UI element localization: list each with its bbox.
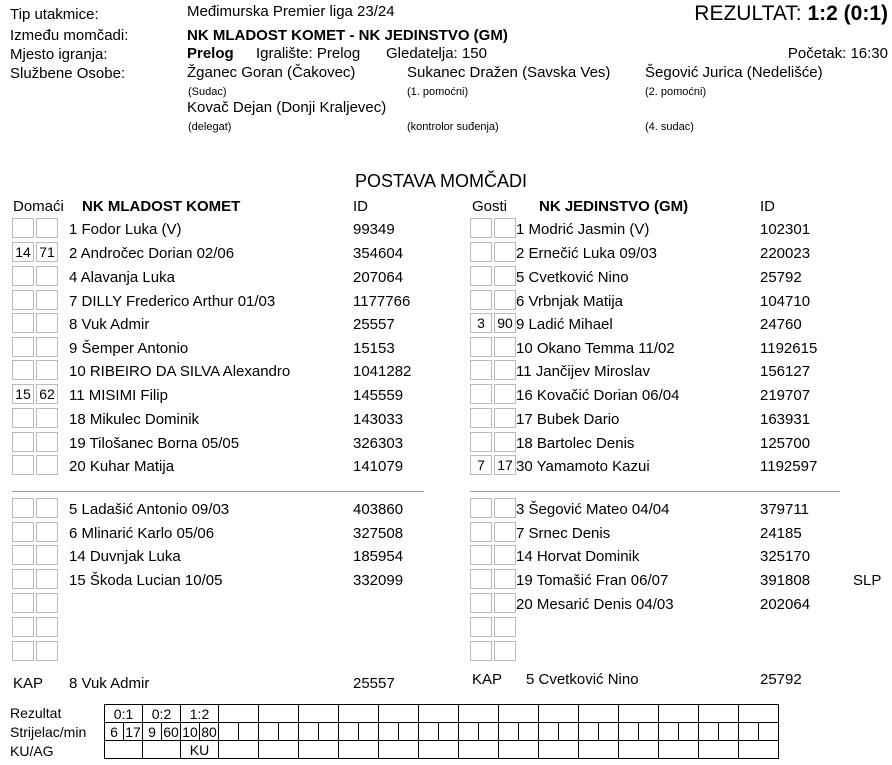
away-player-id: 202064: [760, 596, 811, 613]
home-player-id: 185954: [353, 548, 404, 565]
home-player-id: 141079: [353, 458, 404, 475]
official-name: Kovač Dejan (Donji Kraljevec): [187, 99, 387, 116]
away-minute-box: [470, 290, 492, 310]
scorer-cell: [579, 723, 599, 741]
grid-label-rezultat: Rezultat: [10, 705, 62, 721]
away-player-name: 10 Okano Temma 11/02: [516, 340, 675, 357]
home-player-name: 7 DILLY Frederico Arthur 01/03: [69, 293, 276, 310]
scorer-cell: 80: [201, 723, 217, 740]
kuag-cell: [579, 741, 619, 759]
away-team-name: NK JEDINSTVO (GM): [539, 198, 689, 215]
kuag-cell: [499, 741, 539, 759]
kuag-cell: [419, 741, 459, 759]
home-player-id: 327508: [353, 525, 404, 542]
home-player-id: 354604: [353, 245, 404, 262]
home-minute-box: 62: [36, 384, 58, 404]
result-cell: [659, 705, 699, 723]
away-minute-box: [470, 242, 492, 262]
grid-label-kuag: KU/AG: [10, 743, 54, 759]
kuag-cell: [143, 741, 181, 759]
scorer-cell: [699, 723, 719, 741]
scorer-cell: [259, 723, 279, 741]
away-minute-box: [494, 569, 516, 589]
scorer-cell: [599, 723, 619, 741]
home-minute-box: [36, 313, 58, 333]
home-minute-box: 14: [12, 242, 34, 262]
home-player-name: 9 Šemper Antonio: [69, 340, 189, 357]
kuag-cell: [699, 741, 739, 759]
kuag-cell: [259, 741, 299, 759]
result-cell: [699, 705, 739, 723]
kuag-cell: [219, 741, 259, 759]
away-minute-box: [494, 498, 516, 518]
away-minute-box: [470, 617, 492, 637]
away-minute-box: [470, 384, 492, 404]
match-teams: NK MLADOST KOMET - NK JEDINSTVO (GM): [187, 27, 508, 44]
away-player-id: 125700: [760, 435, 811, 452]
scorer-cell: [559, 723, 579, 741]
spectators: Gledatelja: 150: [386, 45, 487, 62]
result-cell: [459, 705, 499, 723]
scorer-cell: 60: [163, 723, 179, 740]
home-minute-box: [12, 455, 34, 475]
scorer-cell: [659, 723, 679, 741]
away-player-id: 1192597: [760, 458, 818, 475]
away-player-name: 19 Tomašić Fran 06/07: [516, 572, 669, 589]
home-minute-box: [12, 266, 34, 286]
igraliste: Igralište: Prelog: [256, 45, 361, 62]
away-divider: [470, 491, 840, 492]
away-player-id: 24185: [760, 525, 802, 542]
away-minute-box: [470, 545, 492, 565]
home-player-id: 145559: [353, 387, 404, 404]
away-player-name: 30 Yamamoto Kazui: [516, 458, 650, 475]
away-player-id: 102301: [760, 221, 811, 238]
home-player-id: 25557: [353, 316, 395, 333]
away-minute-box: [494, 266, 516, 286]
away-minute-box: 3: [470, 313, 492, 333]
home-player-name: 14 Duvnjak Luka: [69, 548, 181, 565]
home-id-label: ID: [353, 198, 368, 215]
scorer-cell: [479, 723, 499, 741]
scorer-cell: [439, 723, 459, 741]
home-minute-box: [36, 569, 58, 589]
away-minute-box: [470, 522, 492, 542]
away-player-name: 2 Ernečić Luka 09/03: [516, 245, 657, 262]
away-player-id: 1192615: [760, 340, 818, 357]
away-player-name: 18 Bartolec Denis: [516, 435, 635, 452]
home-player-name: 19 Tilošanec Borna 05/05: [69, 435, 240, 452]
home-minute-box: [36, 432, 58, 452]
home-divider: [12, 491, 424, 492]
home-player-id: 207064: [353, 269, 404, 286]
home-minute-box: [36, 218, 58, 238]
home-player-name: 20 Kuhar Matija: [69, 458, 175, 475]
away-minute-box: [494, 641, 516, 661]
home-player-name: 5 Ladašić Antonio 09/03: [69, 501, 230, 518]
away-minute-box: [470, 360, 492, 380]
home-minute-box: [36, 641, 58, 661]
away-minute-box: [494, 290, 516, 310]
away-minute-box: [494, 242, 516, 262]
home-minute-box: [36, 617, 58, 637]
scorer-cell: [719, 723, 739, 741]
official-name: Šegović Jurica (Nedelišće): [645, 64, 823, 81]
scorer-cell: [539, 723, 559, 741]
official-role: (delegat): [188, 121, 232, 133]
result-cell: 1:2: [181, 705, 219, 723]
away-minute-box: [470, 337, 492, 357]
away-player-name: 5 Cvetković Nino: [516, 269, 629, 286]
home-minute-box: [36, 522, 58, 542]
home-minute-box: [12, 545, 34, 565]
away-minute-box: [470, 266, 492, 286]
venue: Prelog: [187, 45, 234, 62]
away-minute-box: [494, 617, 516, 637]
scorer-cell: [759, 723, 779, 741]
sluzbene-label: Službene Osobe:: [10, 65, 126, 82]
home-player-name: 2 Andročec Dorian 02/06: [69, 245, 235, 262]
away-minute-box: [470, 569, 492, 589]
grid-label-strijelac: Strijelac/min: [10, 724, 87, 740]
scorer-cell: [519, 723, 539, 741]
home-side-label: Domaći: [13, 198, 64, 215]
home-player-name: 1 Fodor Luka (V): [69, 221, 182, 238]
home-player-id: 332099: [353, 572, 404, 589]
away-minute-box: [494, 337, 516, 357]
home-player-name: 11 MISIMI Filip: [69, 387, 168, 404]
home-player-name: 4 Alavanja Luka: [69, 269, 175, 286]
away-player-id: 325170: [760, 548, 811, 565]
scorer-cell: [399, 723, 419, 741]
away-minute-box: [494, 545, 516, 565]
home-minute-box: [36, 498, 58, 518]
result-cell: [579, 705, 619, 723]
result-cell: 0:1: [105, 705, 143, 723]
mjesto-label: Mjesto igranja:: [10, 46, 108, 63]
home-player-id: 1177766: [353, 293, 411, 310]
away-player-name: 9 Ladić Mihael: [516, 316, 613, 333]
home-minute-box: [36, 337, 58, 357]
away-player-id: 220023: [760, 245, 811, 262]
home-minute-box: [12, 522, 34, 542]
away-side-label: Gosti: [472, 198, 508, 215]
away-minute-box: [470, 593, 492, 613]
away-minute-box: 7: [470, 455, 492, 475]
kuag-cell: [339, 741, 379, 759]
scorer-cell: [319, 723, 339, 741]
competition-name: Međimurska Premier liga 23/24: [187, 3, 395, 20]
away-player-name: 17 Bubek Dario: [516, 411, 620, 428]
kuag-cell: [379, 741, 419, 759]
away-minute-box: [494, 384, 516, 404]
away-minute-box: [494, 593, 516, 613]
home-team-name: NK MLADOST KOMET: [82, 198, 241, 215]
away-minute-box: [470, 432, 492, 452]
home-minute-box: [36, 455, 58, 475]
away-minute-box: [470, 408, 492, 428]
away-player-name: 1 Modrić Jasmin (V): [516, 221, 650, 238]
scorer-cell: [219, 723, 239, 741]
home-minute-box: [36, 266, 58, 286]
home-player-name: 18 Mikulec Dominik: [69, 411, 200, 428]
kuag-cell: [299, 741, 339, 759]
away-minute-box: 17: [494, 455, 516, 475]
result-cell: [619, 705, 659, 723]
kuag-cell: [105, 741, 143, 759]
away-captain-id: 25792: [760, 671, 802, 688]
home-minute-box: [12, 498, 34, 518]
result-cell: [499, 705, 539, 723]
result-cell: [259, 705, 299, 723]
scorer-cell: 17: [125, 723, 141, 740]
home-minute-box: [12, 432, 34, 452]
scorer-cell: [299, 723, 319, 741]
home-player-id: 143033: [353, 411, 404, 428]
result-cell: [339, 705, 379, 723]
official-role: (1. pomoćni): [407, 86, 469, 98]
result: [694, 3, 888, 24]
izmedju-label: Između momčadi:: [10, 27, 129, 44]
home-player-id: 15153: [353, 340, 395, 357]
home-player-name: 15 Škoda Lucian 10/05: [69, 572, 223, 589]
score-grid: [104, 704, 779, 759]
kuag-cell: [739, 741, 779, 759]
away-minute-box: [470, 498, 492, 518]
scorer-cell: [379, 723, 399, 741]
away-player-id: 104710: [760, 293, 811, 310]
scorer-cell: [499, 723, 519, 741]
home-minute-box: [12, 313, 34, 333]
result-value: 1:2 (0:1): [807, 2, 888, 25]
scorer-cell: [279, 723, 299, 741]
home-player-name: 8 Vuk Admir: [69, 316, 150, 333]
away-minute-box: [470, 218, 492, 238]
away-minute-box: 90: [494, 313, 516, 333]
away-player-name: 16 Kovačić Dorian 06/04: [516, 387, 680, 404]
official-name: Sukanec Dražen (Savska Ves): [407, 64, 611, 81]
home-minute-box: 15: [12, 384, 34, 404]
away-minute-box: [494, 408, 516, 428]
result-cell: [379, 705, 419, 723]
scorer-cell: [339, 723, 359, 741]
scorer-cell: 6: [105, 723, 124, 741]
home-minute-box: [12, 641, 34, 661]
home-player-id: 99349: [353, 221, 395, 238]
kuag-cell: [619, 741, 659, 759]
home-player-id: 1041282: [353, 363, 412, 380]
kuag-cell: [459, 741, 499, 759]
section-title: POSTAVA MOMČADI: [355, 171, 528, 191]
result-cell: [739, 705, 779, 723]
home-minute-box: 71: [36, 242, 58, 262]
tip-label: Tip utakmice:: [10, 6, 99, 23]
result-cell: 0:2: [143, 705, 181, 723]
official-role: (2. pomoćni): [645, 86, 707, 98]
away-player-id: 219707: [760, 387, 811, 404]
result-cell: [419, 705, 459, 723]
home-player-name: 10 RIBEIRO DA SILVA Alexandro: [69, 363, 291, 380]
scorer-cell: [619, 723, 639, 741]
home-player-name: 6 Mlinarić Karlo 05/06: [69, 525, 215, 542]
away-player-name: 14 Horvat Dominik: [516, 548, 640, 565]
away-minute-box: [494, 522, 516, 542]
scorer-cell: [459, 723, 479, 741]
away-player-id: 25792: [760, 269, 802, 286]
home-minute-box: [36, 545, 58, 565]
scorer-cell: 9: [143, 723, 162, 741]
home-minute-box: [12, 408, 34, 428]
scorer-cell: 10: [182, 723, 198, 740]
home-minute-box: [12, 218, 34, 238]
scorer-cell: [679, 723, 699, 741]
home-minute-box: [12, 290, 34, 310]
away-player-name: 6 Vrbnjak Matija: [516, 293, 623, 310]
away-kap-label: KAP: [472, 671, 503, 688]
official-name: Žganec Goran (Čakovec): [187, 64, 356, 81]
home-minute-box: [12, 569, 34, 589]
home-minute-box: [36, 593, 58, 613]
kuag-cell: KU: [181, 741, 219, 759]
away-player-id: 156127: [760, 363, 811, 380]
result-cell: [219, 705, 259, 723]
scorer-cell: [639, 723, 659, 741]
kickoff-time: Početak: 16:30: [787, 45, 888, 62]
home-captain: 8 Vuk Admir: [69, 675, 150, 692]
kuag-cell: [659, 741, 699, 759]
away-player-id: 24760: [760, 316, 802, 333]
home-minute-box: [12, 617, 34, 637]
away-player-id: 163931: [760, 411, 811, 428]
away-player-note: SLP: [853, 572, 882, 589]
away-minute-box: [494, 432, 516, 452]
official-role: (kontrolor suđenja): [407, 121, 499, 133]
away-player-id: 379711: [760, 501, 809, 518]
home-kap-label: KAP: [13, 675, 44, 692]
scorer-cell: [739, 723, 759, 741]
scorer-cell: [419, 723, 439, 741]
away-player-id: 391808: [760, 572, 811, 589]
away-captain: 5 Cvetković Nino: [526, 671, 639, 688]
home-player-id: 326303: [353, 435, 404, 452]
result-cell: [299, 705, 339, 723]
home-minute-box: [12, 337, 34, 357]
home-minute-box: [36, 408, 58, 428]
kuag-cell: [539, 741, 579, 759]
home-player-id: 403860: [353, 501, 404, 518]
scorer-cell: [359, 723, 379, 741]
away-id-label: ID: [760, 198, 775, 215]
away-minute-box: [470, 641, 492, 661]
home-captain-id: 25557: [353, 675, 395, 692]
home-minute-box: [12, 593, 34, 613]
away-minute-box: [494, 360, 516, 380]
away-player-name: 11 Jančijev Miroslav: [516, 363, 650, 380]
result-label: REZULTAT:: [694, 2, 802, 25]
away-minute-box: [494, 218, 516, 238]
result-cell: [539, 705, 579, 723]
scorer-cell: [239, 723, 259, 741]
official-role: (4. sudac): [645, 121, 694, 133]
official-role: (Sudac): [188, 86, 227, 98]
away-player-name: 7 Srnec Denis: [516, 525, 611, 542]
home-minute-box: [36, 290, 58, 310]
home-minute-box: [36, 360, 58, 380]
home-minute-box: [12, 360, 34, 380]
away-player-name: 3 Šegović Mateo 04/04: [516, 501, 670, 518]
away-player-name: 20 Mesarić Denis 04/03: [516, 596, 674, 613]
